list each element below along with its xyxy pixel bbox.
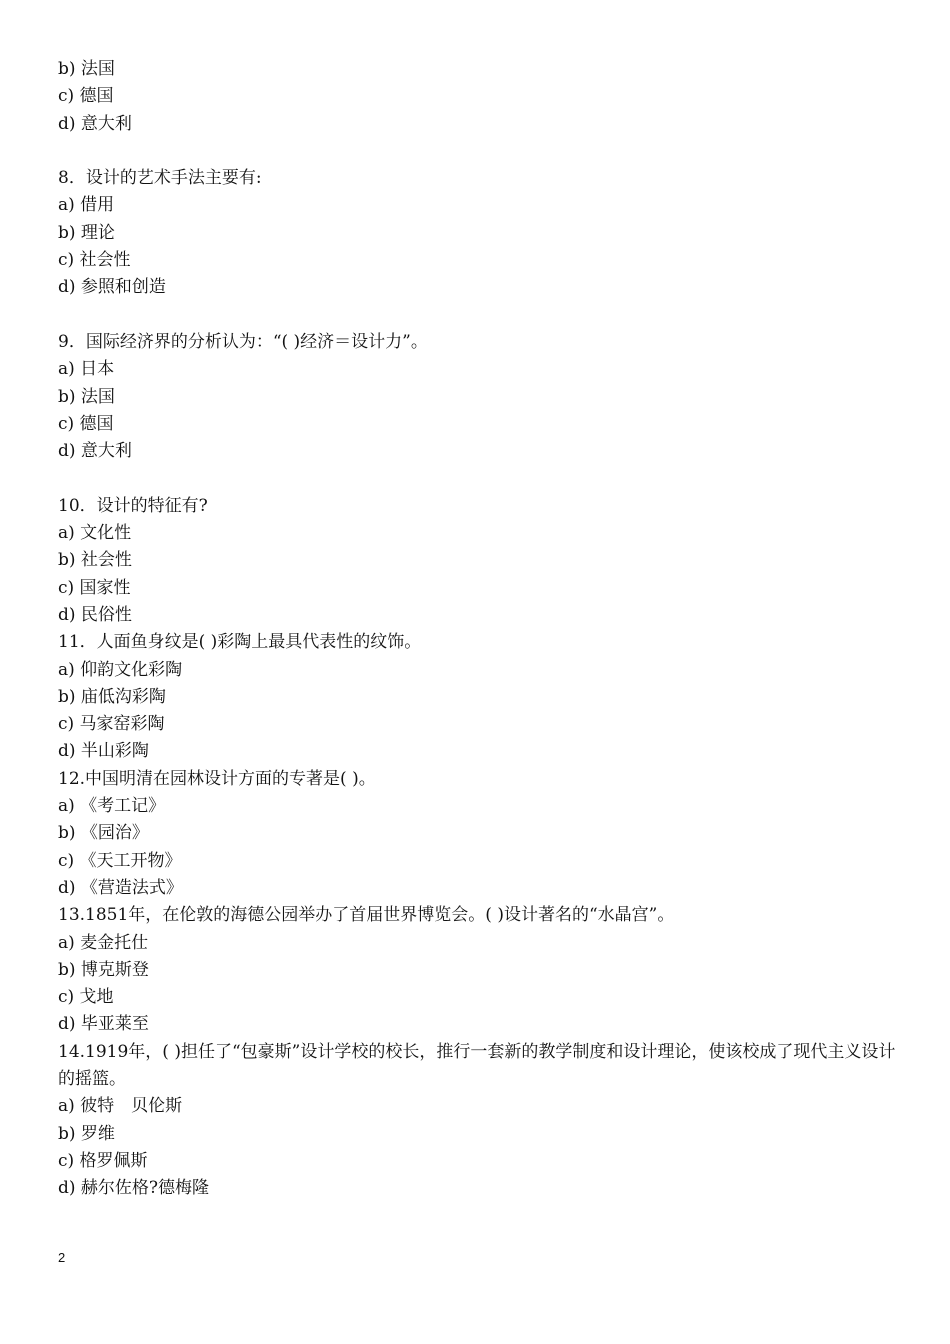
option-a: a) 日本 <box>58 359 115 380</box>
option-b: b) 法国 <box>58 59 115 79</box>
question-14 <box>58 1039 898 1203</box>
option-c: c) 戈地 <box>58 987 114 1008</box>
question-text: 8．设计的艺术手法主要有: <box>58 168 262 189</box>
question-12 <box>58 766 898 902</box>
option-c: c) 格罗佩斯 <box>58 1150 148 1171</box>
spacer <box>58 302 898 329</box>
option-d: d) 毕亚莱至 <box>58 1014 149 1035</box>
spacer <box>58 465 898 492</box>
option-b: b) 庙低沟彩陶 <box>58 686 166 707</box>
question-text: 11．人面鱼身纹是( )彩陶上最具代表性的纹饰。 <box>58 632 422 653</box>
question-8 <box>58 165 898 301</box>
question-13 <box>58 902 898 1038</box>
option-a: a) 麦金托仕 <box>58 932 149 953</box>
option-d: d) 民俗性 <box>58 604 132 625</box>
option-d: d) 半山彩陶 <box>58 741 149 762</box>
option-a: a) 彼特 贝伦斯 <box>58 1096 183 1117</box>
question-text: 10．设计的特征有? <box>58 495 208 516</box>
option-b: b) 社会性 <box>58 550 132 571</box>
option-c: c) 《天工开物》 <box>58 850 182 871</box>
option-d: d) 《营造法式》 <box>58 877 183 898</box>
question-text: 12.中国明清在园林设计方面的专著是( )。 <box>58 768 376 789</box>
option-a: a) 借用 <box>58 195 115 216</box>
option-b: b) 理论 <box>58 222 115 243</box>
option-c: c) 德国 <box>58 413 114 434</box>
option-b: b) 博克斯登 <box>58 959 149 980</box>
option-c: c) 国家性 <box>58 577 131 598</box>
option-c: c) 马家窑彩陶 <box>58 714 165 735</box>
question-7-continued <box>58 56 898 138</box>
question-text: 13.1851年，在伦敦的海德公园举办了首届世界博览会。( )设计著名的“水晶宫”。 <box>58 905 675 926</box>
option-a: a) 仰韵文化彩陶 <box>58 659 183 680</box>
option-b: b) 《园治》 <box>58 823 149 844</box>
option-a: a) 文化性 <box>58 523 132 544</box>
question-11 <box>58 629 898 765</box>
option-b: b) 罗维 <box>58 1123 115 1144</box>
option-d: d) 赫尔佐格?德梅隆 <box>58 1178 210 1199</box>
option-d: d) 参照和创造 <box>58 277 166 298</box>
option-b: b) 法国 <box>58 386 115 407</box>
question-text: 9．国际经济界的分析认为：“( )经济＝设计力”。 <box>58 331 428 352</box>
question-10 <box>58 493 898 629</box>
question-text: 14.1919年，( )担任了“包豪斯”设计学校的校长，推行一套新的教学制度和设计理论，使该校成了现代主义设计的摇篮。 <box>58 1041 896 1089</box>
page-number: 2 <box>58 1250 66 1265</box>
option-c: c) 德国 <box>58 86 114 107</box>
option-c: c) 社会性 <box>58 250 131 271</box>
document-page <box>58 56 898 1202</box>
option-d: d) 意大利 <box>58 113 132 134</box>
question-9 <box>58 329 898 465</box>
option-d: d) 意大利 <box>58 441 132 462</box>
option-a: a) 《考工记》 <box>58 796 166 817</box>
spacer <box>58 138 898 165</box>
